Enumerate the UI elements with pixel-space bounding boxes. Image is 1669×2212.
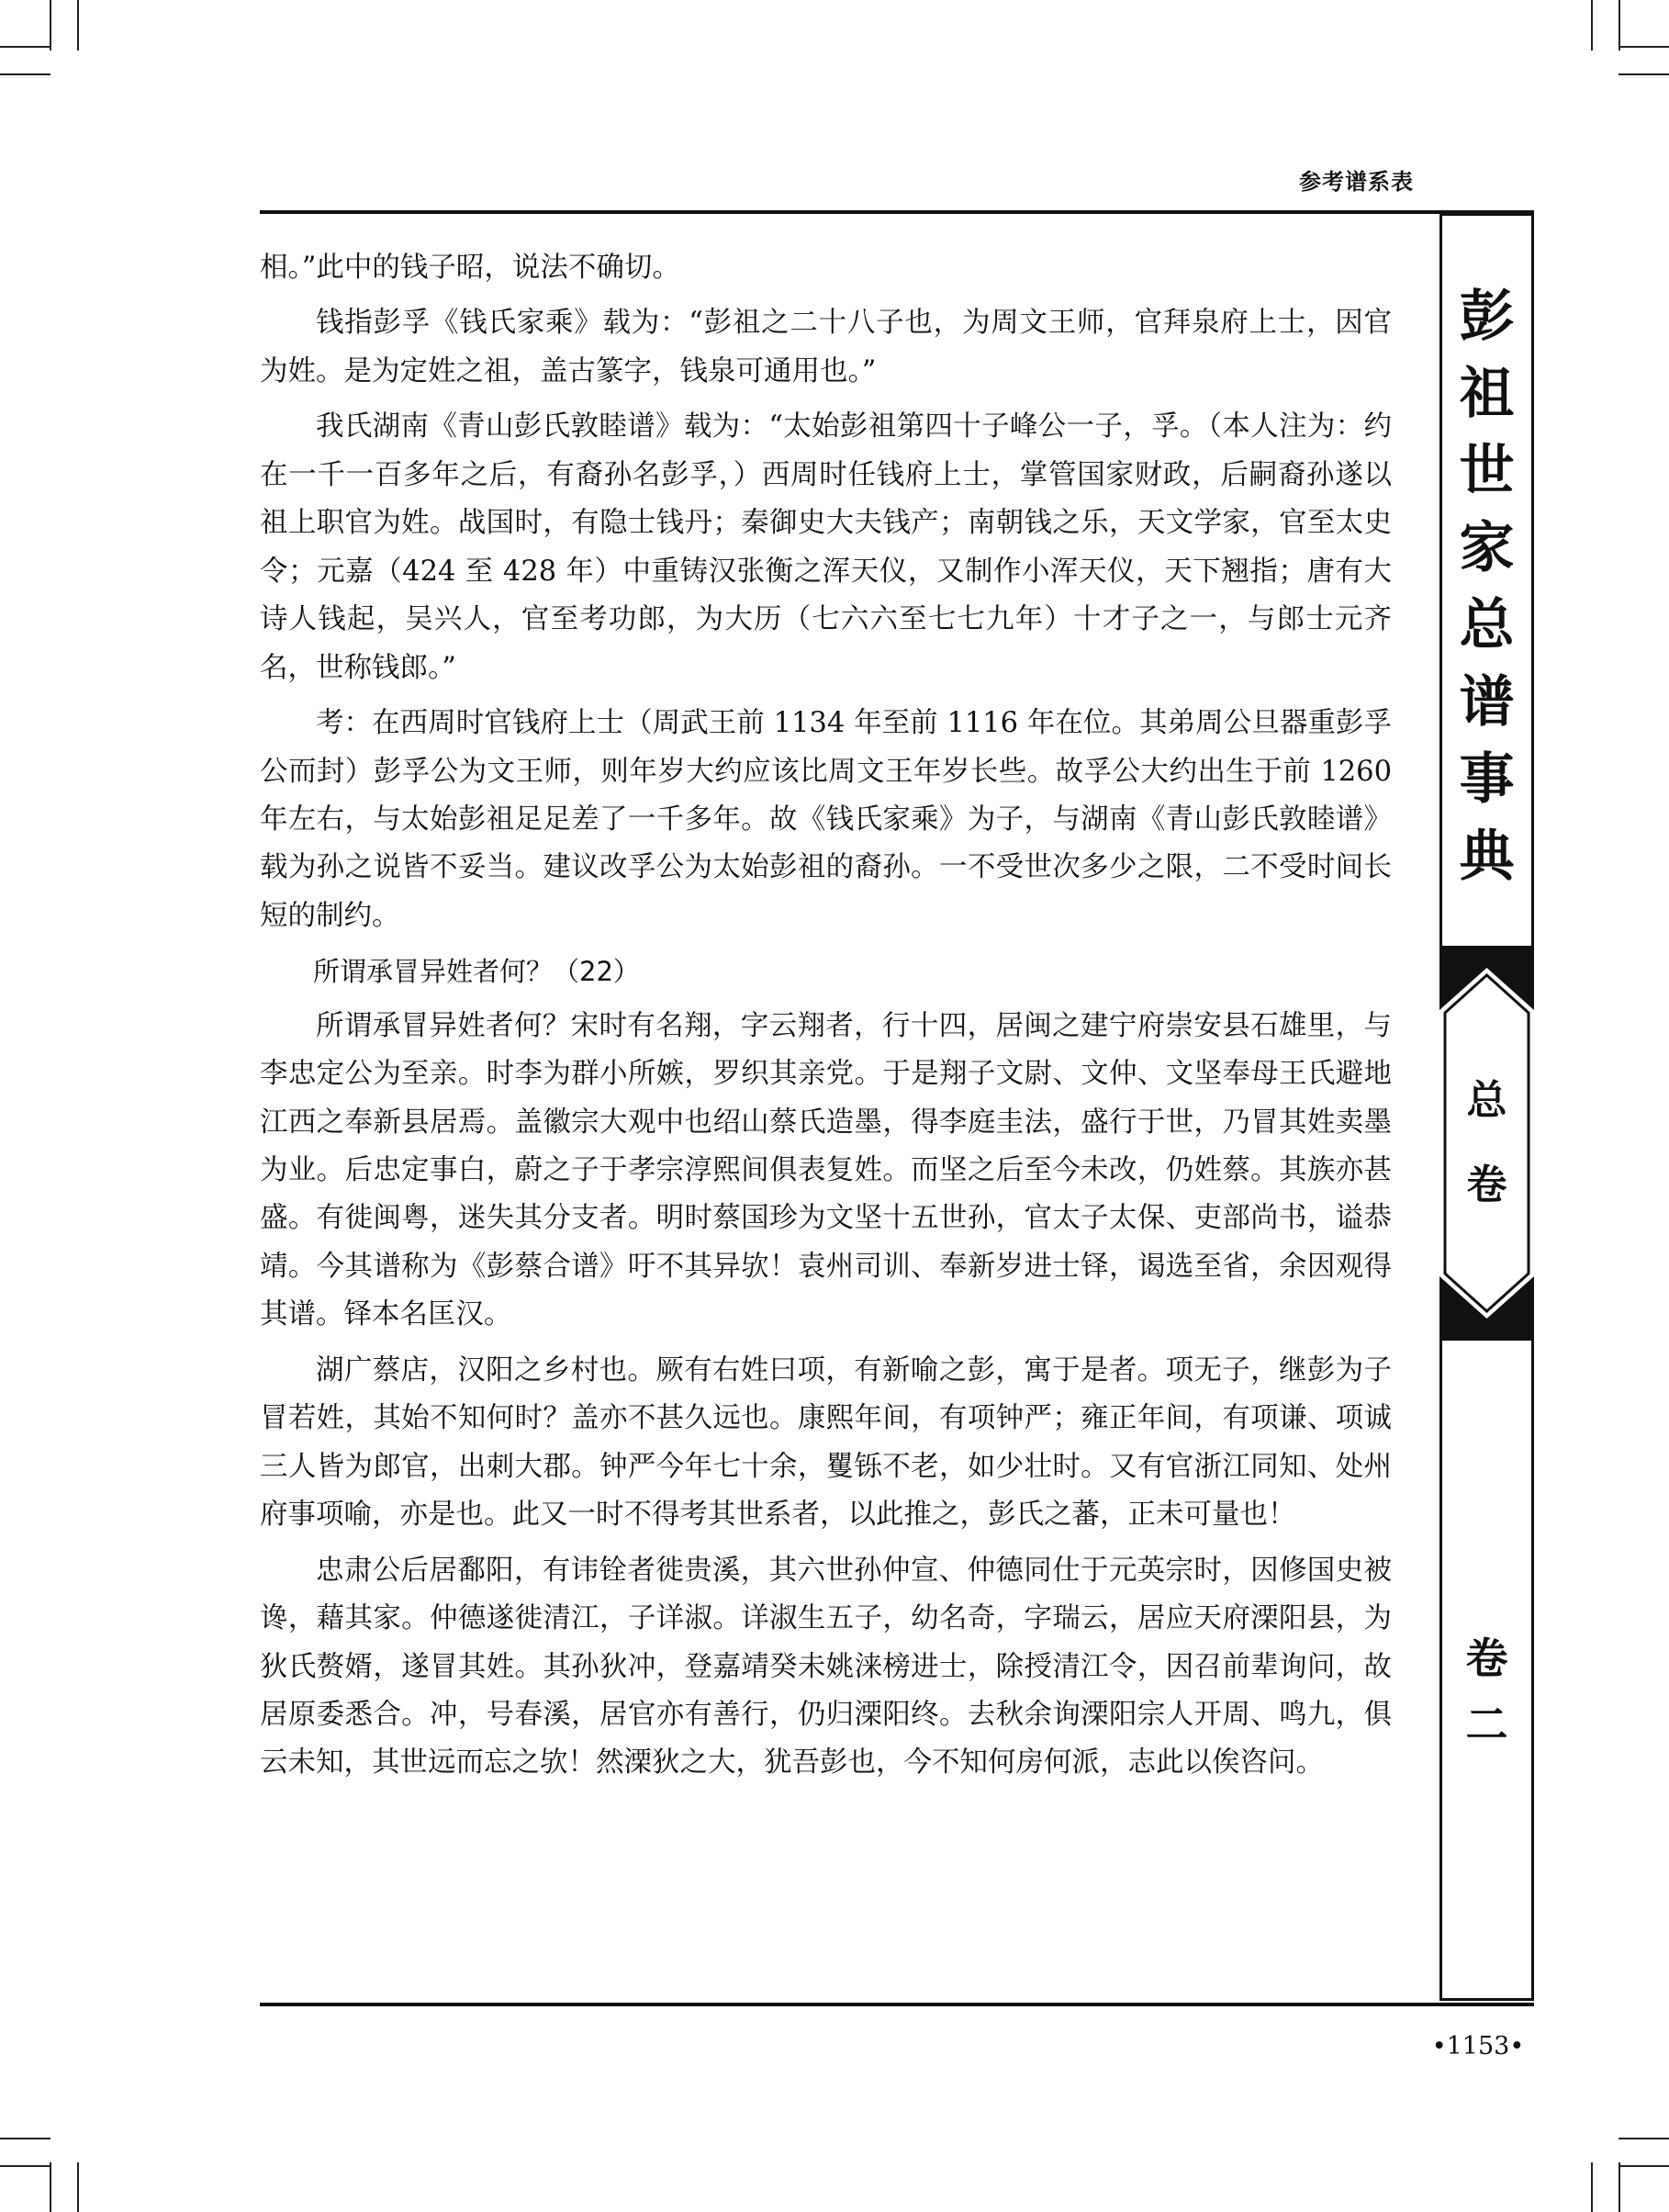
section-heading: 所谓承冒异姓者何？（22） bbox=[313, 956, 640, 988]
paragraph: 钱指彭孚《钱氏家乘》载为：“彭祖之二十八子也，为周文王师，官拜泉府上士，因官为姓。是为定姓之祖，盖古篆字，钱泉可通用也。” bbox=[260, 307, 1392, 387]
book-title-char: 典 bbox=[1459, 825, 1515, 889]
volume-char: 二 bbox=[1465, 1700, 1508, 1749]
crop-mark bbox=[50, 0, 51, 51]
crop-mark bbox=[1619, 2138, 1669, 2139]
crop-mark bbox=[1619, 73, 1669, 75]
volume-number-vertical bbox=[1442, 1625, 1531, 1757]
crop-mark bbox=[1619, 2162, 1620, 2212]
crop-mark bbox=[1619, 2165, 1669, 2167]
book-title-char: 世 bbox=[1459, 439, 1515, 503]
bottom-rule bbox=[260, 2003, 1534, 2006]
volume-char: 卷 bbox=[1465, 1634, 1508, 1683]
book-title-vertical bbox=[1442, 278, 1531, 895]
crop-mark bbox=[77, 0, 79, 51]
paragraph: 考：在西周时官钱府上士（周武王前 1134 年至前 1116 年在位。其弟周公旦器重彭孚公而封）彭孚公为文王师，则年岁大约应该比周文王年岁长些。故孚公大约出生于前 1260 年左右，与太始彭祖足足差了一千多年。故《钱氏家乘》为子，与湖南《青山彭氏敦睦谱》载为孙之说皆不妥当。建议改孚公为太始彭祖的裔孙。一不受世次多少之限，二不受时间长短的制约。 bbox=[260, 707, 1392, 932]
book-title-char: 谱 bbox=[1459, 670, 1515, 735]
crop-mark bbox=[1619, 0, 1620, 51]
crop-mark bbox=[0, 46, 50, 48]
book-title-char: 祖 bbox=[1459, 362, 1515, 426]
crop-mark bbox=[1591, 0, 1593, 51]
book-title-char: 总 bbox=[1459, 593, 1515, 657]
book-title-char: 家 bbox=[1459, 516, 1515, 580]
page-number: •1153• bbox=[1431, 2032, 1525, 2060]
sidebar-title-panel bbox=[1439, 213, 1534, 2001]
paragraph: 相。”此中的钱子昭，说法不确切。 bbox=[260, 252, 680, 284]
badge-char: 卷 bbox=[1466, 1162, 1507, 1208]
crop-mark bbox=[1619, 46, 1669, 48]
crop-mark bbox=[50, 2162, 51, 2212]
paragraph: 湖广蔡店，汉阳之乡村也。厥有右姓曰项，有新喻之彭，寓于是者。项无子，继彭为子冒若姓，其始不知何时？盖亦不甚久远也。康熙年间，有项钟严；雍正年间，有项谦、项诚三人皆为郎官，出刺大郡。钟严今年七十余，矍铄不老，如少壮时。又有官浙江同知、处州府事项喻，亦是也。此又一时不得考其世系者，以此推之，彭氏之蕃，正未可量也！ bbox=[260, 1353, 1392, 1532]
page-body bbox=[260, 244, 1392, 1795]
crop-mark bbox=[0, 73, 50, 75]
book-title-char: 事 bbox=[1459, 747, 1515, 812]
crop-mark bbox=[0, 2165, 50, 2167]
crop-mark bbox=[1591, 2162, 1593, 2212]
paragraph: 忠肃公后居鄱阳，有讳铨者徙贵溪，其六世孙仲宣、仲德同仕于元英宗时，因修国史被谗，藉其家。仲德遂徙清江，子详淑。详淑生五子，幼名奇，字瑞云，居应天府溧阳县，为狄氏赘婿，遂冒其姓。其孙狄冲，登嘉靖癸未姚涞榜进士，除授清江令，因召前辈询问，故居原委悉合。冲，号春溪，居官亦有善行，仍归溧阳终。去秋余询溧阳宗人开周、鸣九，俱云未知，其世远而忘之欤！然溧狄之大，犹吾彭也，今不知何房何派，志此以俟咨问。 bbox=[260, 1554, 1392, 1780]
top-rule bbox=[260, 210, 1534, 214]
section-label: 参考谱系表 bbox=[1299, 169, 1414, 195]
badge-char: 总 bbox=[1466, 1077, 1507, 1124]
crop-mark bbox=[77, 2162, 79, 2212]
badge-text bbox=[1439, 946, 1534, 1341]
volume-badge bbox=[1439, 946, 1534, 1341]
paragraph: 我氏湖南《青山彭氏敦睦谱》载为：“太始彭祖第四十子峰公一子，孚。（本人注为：约在一千一百多年之后，有裔孙名彭孚，）西周时任钱府上士，掌管国家财政，后嗣裔孙遂以祖上职官为姓。战国时，有隐士钱丹；秦御史大夫钱产；南朝钱之乐，天文学家，官至太史令；元嘉（424 至 428 年）中重铸汉张衡之浑天仪，又制作小浑天仪，天下翘指；唐有大诗人钱起，吴兴人，官至考功郎，为大历（七六六至七七九年）十才子之一，与郎士元齐名，世称钱郎。” bbox=[260, 410, 1392, 684]
book-title-char: 彭 bbox=[1459, 285, 1515, 349]
paragraph: 所谓承冒异姓者何？宋时有名翔，字云翔者，行十四，居闽之建宁府崇安县石雄里，与李忠定公为至亲。时李为群小所嫉，罗织其亲党。于是翔子文尉、文仲、文坚奉母王氏避地江西之奉新县居焉。盖徽宗大观中也绍山蔡氏造墨，得李庭圭法，盛行于世，乃冒其姓卖墨为业。后忠定事白，蔚之子于孝宗淳熙间俱表复姓。而坚之后至今未改，仍姓蔡。其族亦甚盛。有徙闽粤，迷失其分支者。明时蔡国珍为文坚十五世孙，官太子太保、吏部尚书，谥恭靖。今其谱称为《彭蔡合谱》吁不其异欤！袁州司训、奉新岁进士铎，谒选至省，余因观得其谱。铎本名匡汉。 bbox=[260, 1009, 1392, 1331]
crop-mark bbox=[0, 2138, 50, 2139]
